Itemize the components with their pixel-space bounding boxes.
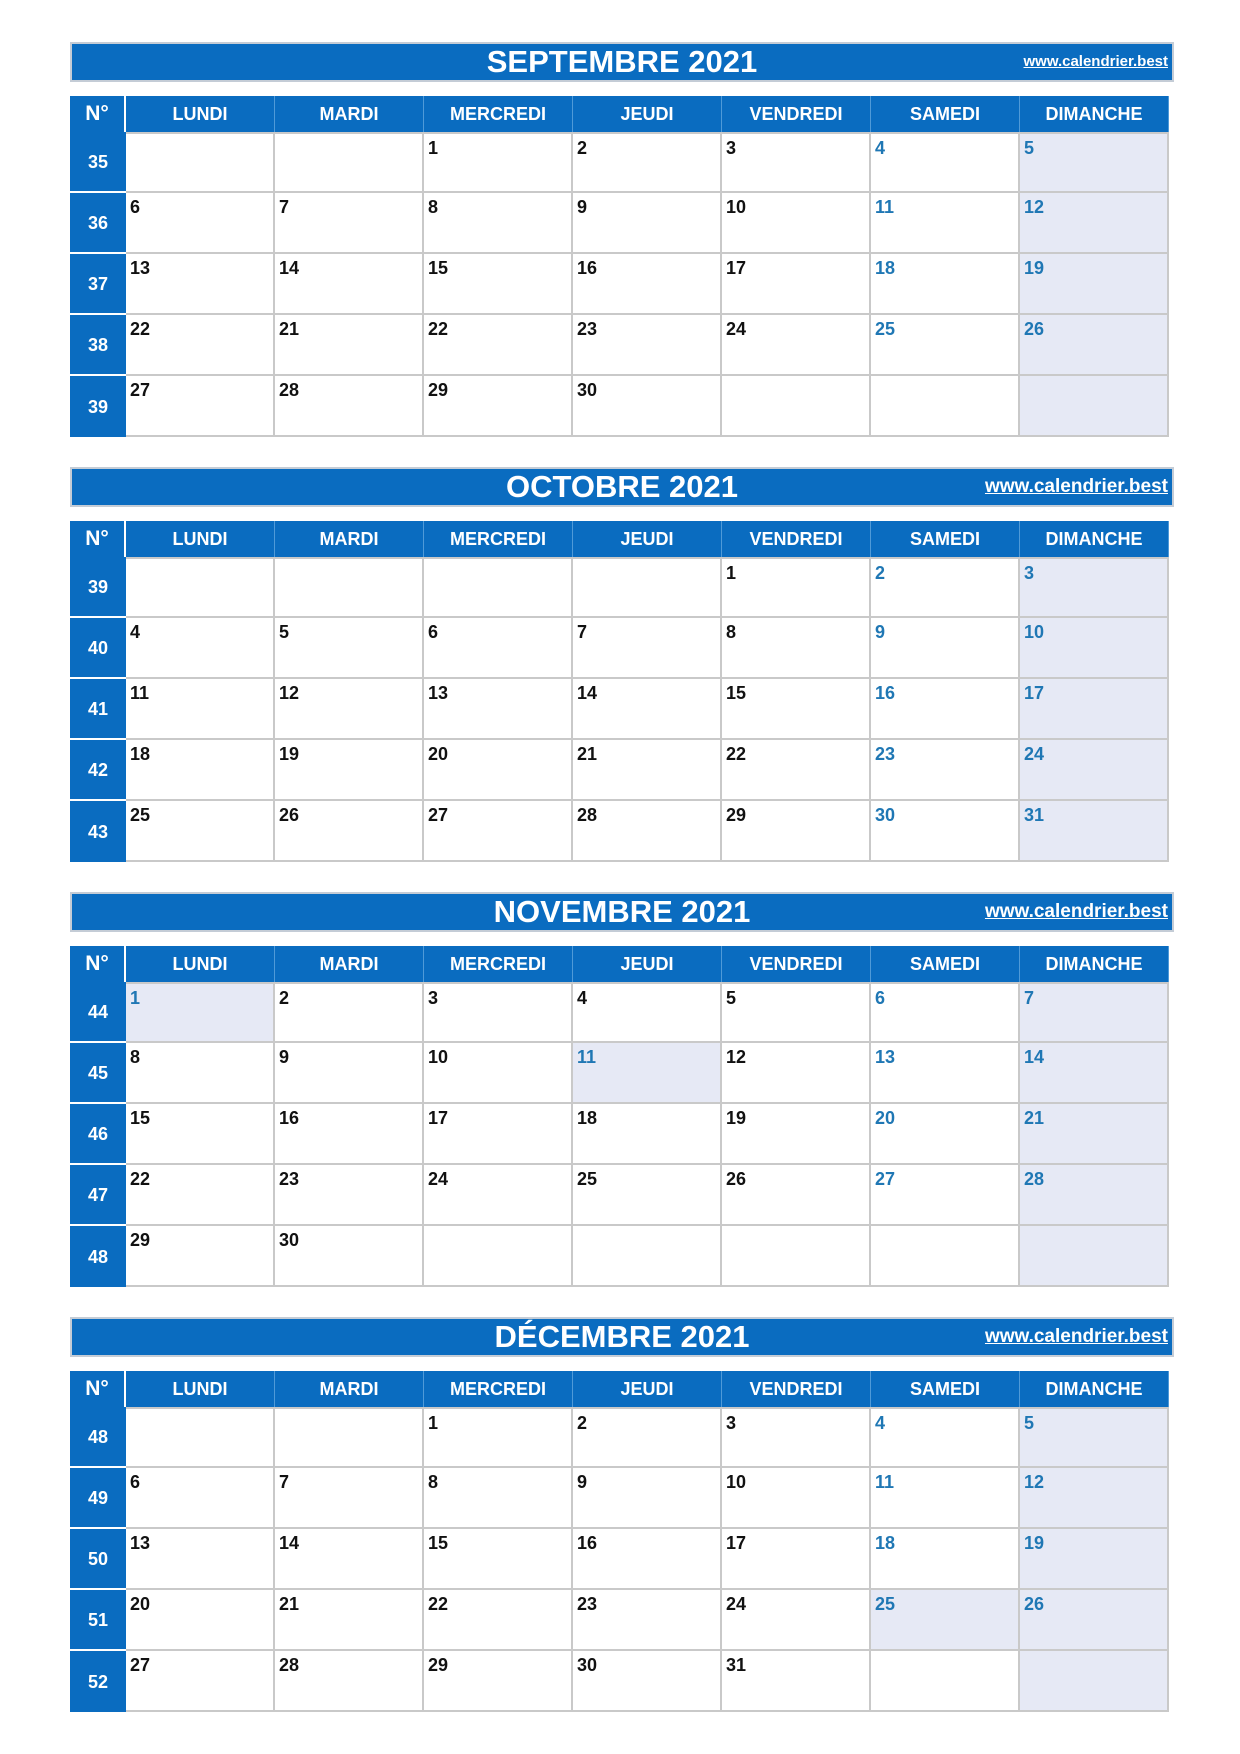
day-cell: 19 bbox=[275, 740, 424, 801]
empty-day-cell bbox=[126, 557, 275, 618]
month-title: DÉCEMBRE 2021 bbox=[494, 1319, 750, 1354]
day-cell: 8 bbox=[722, 618, 871, 679]
week-number: 51 bbox=[70, 1590, 126, 1651]
day-cell: 1 bbox=[424, 1407, 573, 1468]
weekday-header-jeudi: JEUDI bbox=[573, 1371, 722, 1407]
day-cell: 10 bbox=[1020, 618, 1169, 679]
day-cell: 12 bbox=[1020, 1468, 1169, 1529]
weekday-header-mercredi: MERCREDI bbox=[424, 521, 573, 557]
weekday-header-jeudi: JEUDI bbox=[573, 96, 722, 132]
day-cell: 9 bbox=[275, 1043, 424, 1104]
day-cell: 1 bbox=[424, 132, 573, 193]
day-cell: 17 bbox=[424, 1104, 573, 1165]
empty-day-cell bbox=[126, 132, 275, 193]
weekday-header-mercredi: MERCREDI bbox=[424, 946, 573, 982]
day-cell: 11 bbox=[573, 1043, 722, 1104]
empty-day-cell bbox=[275, 1407, 424, 1468]
empty-day-cell bbox=[871, 1651, 1020, 1712]
day-cell: 6 bbox=[126, 1468, 275, 1529]
day-cell: 23 bbox=[871, 740, 1020, 801]
day-cell: 6 bbox=[424, 618, 573, 679]
day-cell: 26 bbox=[275, 801, 424, 862]
day-cell: 29 bbox=[424, 1651, 573, 1712]
weekday-header-jeudi: JEUDI bbox=[573, 946, 722, 982]
day-cell: 9 bbox=[573, 1468, 722, 1529]
day-cell: 18 bbox=[871, 254, 1020, 315]
day-cell: 9 bbox=[573, 193, 722, 254]
empty-day-cell bbox=[871, 376, 1020, 437]
day-cell: 29 bbox=[424, 376, 573, 437]
empty-day-cell bbox=[573, 557, 722, 618]
day-cell: 4 bbox=[126, 618, 275, 679]
day-cell: 19 bbox=[1020, 254, 1169, 315]
day-cell: 27 bbox=[126, 1651, 275, 1712]
day-cell: 10 bbox=[722, 1468, 871, 1529]
day-cell: 30 bbox=[573, 376, 722, 437]
day-cell: 24 bbox=[722, 315, 871, 376]
week-number: 50 bbox=[70, 1529, 126, 1590]
weekday-header-dimanche: DIMANCHE bbox=[1020, 521, 1169, 557]
day-cell: 2 bbox=[871, 557, 1020, 618]
day-cell: 4 bbox=[573, 982, 722, 1043]
week-number: 41 bbox=[70, 679, 126, 740]
day-cell: 29 bbox=[126, 1226, 275, 1287]
month-title: OCTOBRE 2021 bbox=[505, 469, 738, 504]
day-cell: 25 bbox=[126, 801, 275, 862]
week-number-header: N° bbox=[70, 946, 126, 982]
day-cell: 7 bbox=[275, 1468, 424, 1529]
day-cell: 11 bbox=[871, 1468, 1020, 1529]
day-cell: 3 bbox=[722, 132, 871, 193]
month-header bbox=[70, 42, 1174, 82]
day-cell: 21 bbox=[1020, 1104, 1169, 1165]
empty-day-cell bbox=[424, 557, 573, 618]
empty-day-cell bbox=[871, 1226, 1020, 1287]
empty-day-cell bbox=[424, 1226, 573, 1287]
week-number: 42 bbox=[70, 740, 126, 801]
weekday-header-dimanche: DIMANCHE bbox=[1020, 96, 1169, 132]
day-cell: 22 bbox=[126, 1165, 275, 1226]
day-cell: 21 bbox=[573, 740, 722, 801]
day-cell: 21 bbox=[275, 315, 424, 376]
day-cell: 23 bbox=[573, 315, 722, 376]
website-link[interactable]: www.calendrier.best bbox=[984, 476, 1168, 497]
day-cell: 13 bbox=[126, 254, 275, 315]
day-cell: 1 bbox=[126, 982, 275, 1043]
day-cell: 23 bbox=[275, 1165, 424, 1226]
weekday-header-lundi: LUNDI bbox=[126, 1371, 275, 1407]
day-cell: 28 bbox=[1020, 1165, 1169, 1226]
day-cell: 8 bbox=[126, 1043, 275, 1104]
day-cell: 11 bbox=[126, 679, 275, 740]
day-cell: 10 bbox=[424, 1043, 573, 1104]
week-number-header: N° bbox=[70, 96, 126, 132]
empty-day-cell bbox=[1020, 1226, 1169, 1287]
day-cell: 23 bbox=[573, 1590, 722, 1651]
month-block bbox=[70, 467, 1174, 862]
day-cell: 29 bbox=[722, 801, 871, 862]
day-cell: 14 bbox=[1020, 1043, 1169, 1104]
day-cell: 4 bbox=[871, 1407, 1020, 1468]
website-link[interactable]: www.calendrier.best bbox=[984, 1326, 1168, 1347]
day-cell: 7 bbox=[1020, 982, 1169, 1043]
day-cell: 14 bbox=[275, 254, 424, 315]
day-cell: 14 bbox=[275, 1529, 424, 1590]
day-cell: 16 bbox=[573, 254, 722, 315]
day-cell: 22 bbox=[722, 740, 871, 801]
day-cell: 18 bbox=[126, 740, 275, 801]
day-cell: 6 bbox=[126, 193, 275, 254]
day-cell: 27 bbox=[126, 376, 275, 437]
day-cell: 16 bbox=[871, 679, 1020, 740]
day-cell: 15 bbox=[424, 1529, 573, 1590]
day-cell: 7 bbox=[573, 618, 722, 679]
weekday-header-vendredi: VENDREDI bbox=[722, 96, 871, 132]
week-number: 39 bbox=[70, 557, 126, 618]
day-cell: 6 bbox=[871, 982, 1020, 1043]
weekday-header-samedi: SAMEDI bbox=[871, 946, 1020, 982]
week-number: 38 bbox=[70, 315, 126, 376]
day-cell: 8 bbox=[424, 193, 573, 254]
day-cell: 26 bbox=[722, 1165, 871, 1226]
weekday-header-lundi: LUNDI bbox=[126, 946, 275, 982]
week-number: 44 bbox=[70, 982, 126, 1043]
day-cell: 31 bbox=[722, 1651, 871, 1712]
day-cell: 13 bbox=[424, 679, 573, 740]
day-cell: 31 bbox=[1020, 801, 1169, 862]
weekday-header-samedi: SAMEDI bbox=[871, 96, 1020, 132]
day-cell: 1 bbox=[722, 557, 871, 618]
calendar-grid bbox=[70, 946, 1174, 1287]
month-header bbox=[70, 892, 1174, 932]
month-block bbox=[70, 892, 1174, 1287]
weekday-header-dimanche: DIMANCHE bbox=[1020, 1371, 1169, 1407]
day-cell: 5 bbox=[1020, 132, 1169, 193]
weekday-header-dimanche: DIMANCHE bbox=[1020, 946, 1169, 982]
week-number: 37 bbox=[70, 254, 126, 315]
day-cell: 21 bbox=[275, 1590, 424, 1651]
weekday-header-samedi: SAMEDI bbox=[871, 521, 1020, 557]
weekday-header-lundi: LUNDI bbox=[126, 96, 275, 132]
day-cell: 19 bbox=[722, 1104, 871, 1165]
weekday-header-mardi: MARDI bbox=[275, 946, 424, 982]
day-cell: 14 bbox=[573, 679, 722, 740]
website-link[interactable]: www.calendrier.best bbox=[984, 901, 1168, 922]
empty-day-cell bbox=[722, 376, 871, 437]
week-number: 48 bbox=[70, 1407, 126, 1468]
month-block bbox=[70, 42, 1174, 437]
day-cell: 30 bbox=[573, 1651, 722, 1712]
week-number: 47 bbox=[70, 1165, 126, 1226]
day-cell: 12 bbox=[275, 679, 424, 740]
day-cell: 30 bbox=[871, 801, 1020, 862]
month-header bbox=[70, 467, 1174, 507]
empty-day-cell bbox=[1020, 1651, 1169, 1712]
day-cell: 27 bbox=[424, 801, 573, 862]
day-cell: 30 bbox=[275, 1226, 424, 1287]
week-number: 45 bbox=[70, 1043, 126, 1104]
day-cell: 5 bbox=[722, 982, 871, 1043]
week-number-header: N° bbox=[70, 1371, 126, 1407]
day-cell: 5 bbox=[1020, 1407, 1169, 1468]
weekday-header-mardi: MARDI bbox=[275, 96, 424, 132]
day-cell: 28 bbox=[275, 1651, 424, 1712]
day-cell: 17 bbox=[1020, 679, 1169, 740]
weekday-header-mercredi: MERCREDI bbox=[424, 1371, 573, 1407]
weekday-header-mercredi: MERCREDI bbox=[424, 96, 573, 132]
week-number: 48 bbox=[70, 1226, 126, 1287]
day-cell: 2 bbox=[573, 1407, 722, 1468]
week-number: 49 bbox=[70, 1468, 126, 1529]
day-cell: 25 bbox=[871, 1590, 1020, 1651]
day-cell: 2 bbox=[275, 982, 424, 1043]
day-cell: 15 bbox=[424, 254, 573, 315]
day-cell: 8 bbox=[424, 1468, 573, 1529]
week-number: 40 bbox=[70, 618, 126, 679]
month-title: NOVEMBRE 2021 bbox=[493, 894, 751, 929]
day-cell: 25 bbox=[573, 1165, 722, 1226]
day-cell: 13 bbox=[871, 1043, 1020, 1104]
week-number: 35 bbox=[70, 132, 126, 193]
day-cell: 28 bbox=[275, 376, 424, 437]
day-cell: 7 bbox=[275, 193, 424, 254]
day-cell: 18 bbox=[573, 1104, 722, 1165]
week-number: 52 bbox=[70, 1651, 126, 1712]
day-cell: 3 bbox=[1020, 557, 1169, 618]
day-cell: 22 bbox=[424, 315, 573, 376]
day-cell: 20 bbox=[424, 740, 573, 801]
empty-day-cell bbox=[126, 1407, 275, 1468]
week-number: 43 bbox=[70, 801, 126, 862]
empty-day-cell bbox=[275, 132, 424, 193]
day-cell: 2 bbox=[573, 132, 722, 193]
day-cell: 22 bbox=[424, 1590, 573, 1651]
calendar-grid bbox=[70, 521, 1174, 862]
empty-day-cell bbox=[573, 1226, 722, 1287]
day-cell: 26 bbox=[1020, 315, 1169, 376]
week-number-header: N° bbox=[70, 521, 126, 557]
day-cell: 11 bbox=[871, 193, 1020, 254]
day-cell: 24 bbox=[424, 1165, 573, 1226]
website-link[interactable]: www.calendrier.best bbox=[1023, 53, 1168, 70]
weekday-header-vendredi: VENDREDI bbox=[722, 1371, 871, 1407]
month-header bbox=[70, 1317, 1174, 1357]
day-cell: 19 bbox=[1020, 1529, 1169, 1590]
weekday-header-samedi: SAMEDI bbox=[871, 1371, 1020, 1407]
day-cell: 3 bbox=[424, 982, 573, 1043]
week-number: 46 bbox=[70, 1104, 126, 1165]
day-cell: 25 bbox=[871, 315, 1020, 376]
day-cell: 27 bbox=[871, 1165, 1020, 1226]
calendar-page bbox=[70, 42, 1174, 1712]
day-cell: 10 bbox=[722, 193, 871, 254]
calendar-grid bbox=[70, 1371, 1174, 1712]
day-cell: 28 bbox=[573, 801, 722, 862]
day-cell: 16 bbox=[573, 1529, 722, 1590]
day-cell: 24 bbox=[1020, 740, 1169, 801]
day-cell: 20 bbox=[126, 1590, 275, 1651]
day-cell: 12 bbox=[722, 1043, 871, 1104]
day-cell: 17 bbox=[722, 254, 871, 315]
weekday-header-mardi: MARDI bbox=[275, 1371, 424, 1407]
weekday-header-vendredi: VENDREDI bbox=[722, 521, 871, 557]
day-cell: 5 bbox=[275, 618, 424, 679]
day-cell: 9 bbox=[871, 618, 1020, 679]
day-cell: 22 bbox=[126, 315, 275, 376]
month-block bbox=[70, 1317, 1174, 1712]
day-cell: 3 bbox=[722, 1407, 871, 1468]
empty-day-cell bbox=[1020, 376, 1169, 437]
week-number: 39 bbox=[70, 376, 126, 437]
day-cell: 15 bbox=[722, 679, 871, 740]
weekday-header-vendredi: VENDREDI bbox=[722, 946, 871, 982]
day-cell: 15 bbox=[126, 1104, 275, 1165]
weekday-header-jeudi: JEUDI bbox=[573, 521, 722, 557]
empty-day-cell bbox=[722, 1226, 871, 1287]
empty-day-cell bbox=[275, 557, 424, 618]
week-number: 36 bbox=[70, 193, 126, 254]
day-cell: 26 bbox=[1020, 1590, 1169, 1651]
weekday-header-mardi: MARDI bbox=[275, 521, 424, 557]
day-cell: 12 bbox=[1020, 193, 1169, 254]
day-cell: 24 bbox=[722, 1590, 871, 1651]
day-cell: 17 bbox=[722, 1529, 871, 1590]
day-cell: 16 bbox=[275, 1104, 424, 1165]
calendar-grid bbox=[70, 96, 1174, 437]
day-cell: 18 bbox=[871, 1529, 1020, 1590]
day-cell: 4 bbox=[871, 132, 1020, 193]
day-cell: 13 bbox=[126, 1529, 275, 1590]
day-cell: 20 bbox=[871, 1104, 1020, 1165]
month-title: SEPTEMBRE 2021 bbox=[486, 44, 758, 79]
weekday-header-lundi: LUNDI bbox=[126, 521, 275, 557]
